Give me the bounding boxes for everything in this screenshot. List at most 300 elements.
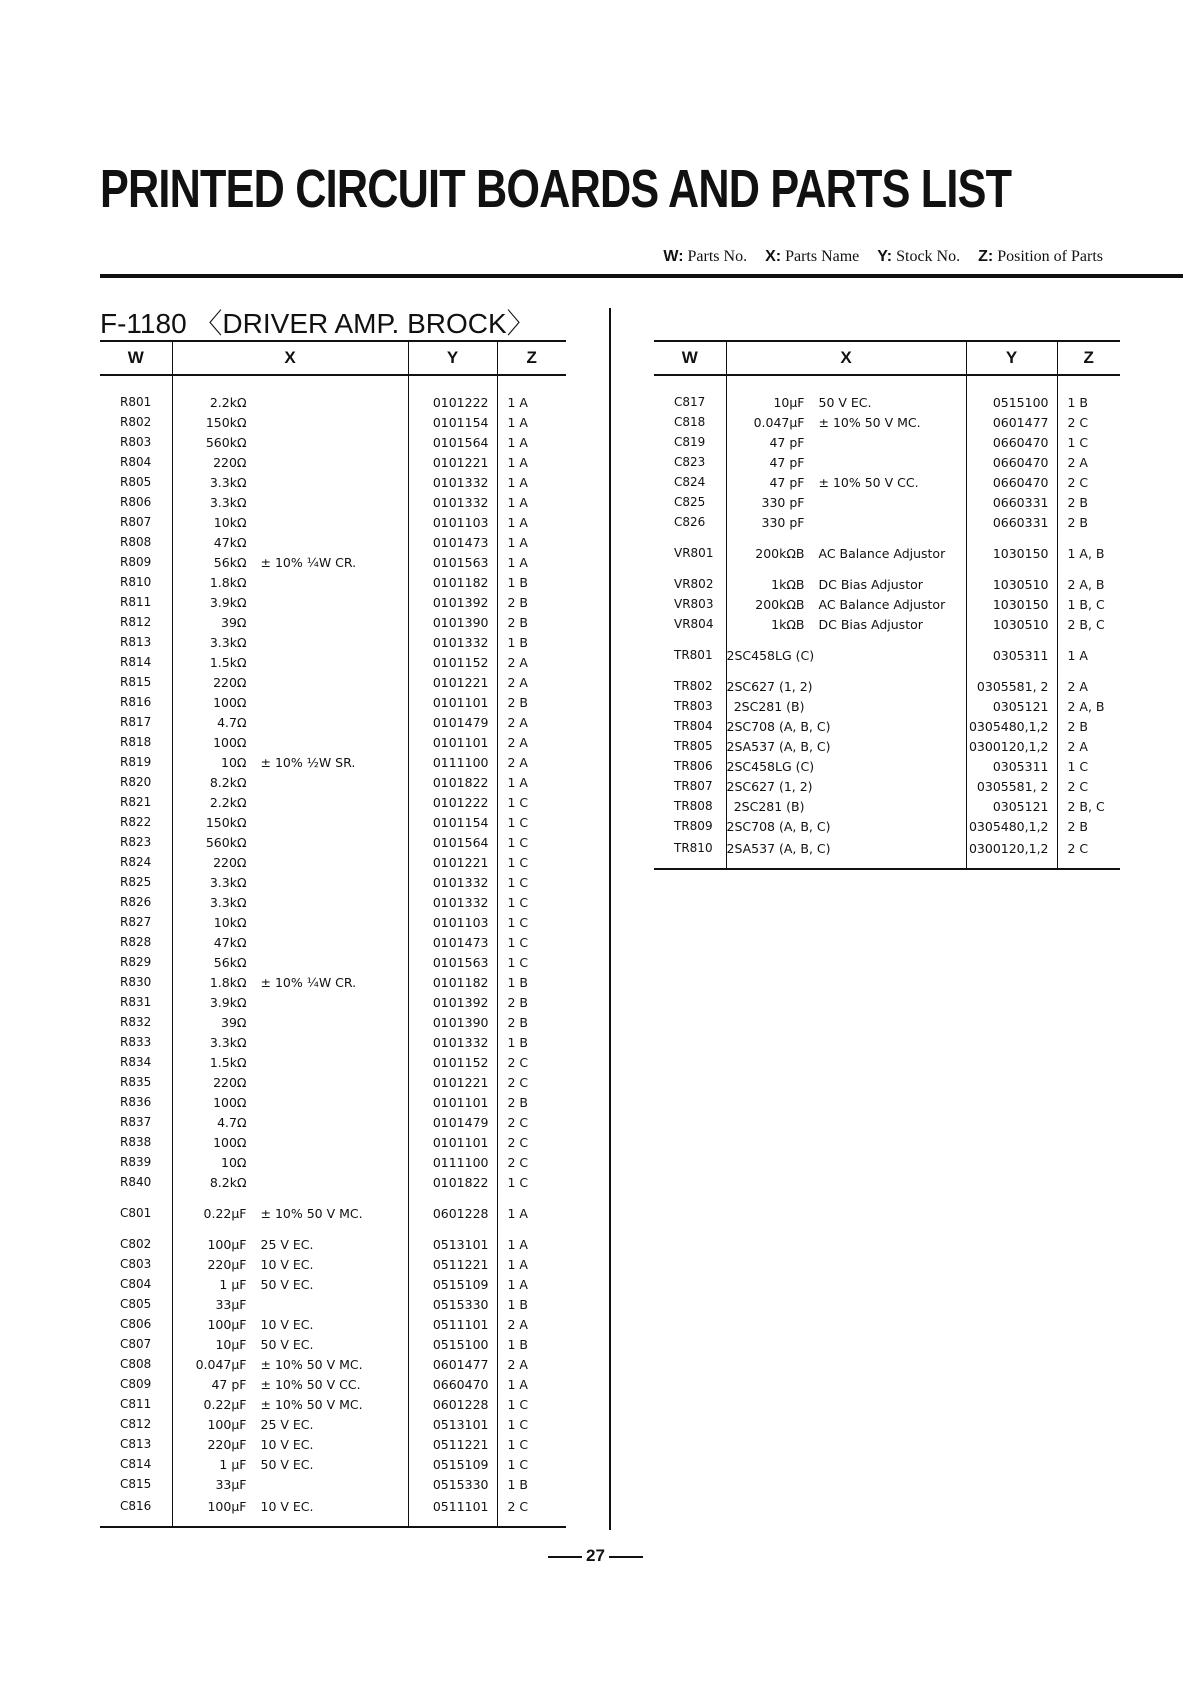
position: 2 C xyxy=(1057,836,1120,869)
part-value: 220Ω xyxy=(213,674,247,690)
position: 1 A xyxy=(497,772,566,792)
part-no: C807 xyxy=(120,1337,152,1351)
part-name xyxy=(726,816,966,836)
position: 1 B xyxy=(497,1334,566,1354)
part-name xyxy=(172,712,408,732)
position: 1 C xyxy=(497,872,566,892)
part-value: 220Ω xyxy=(213,454,247,470)
part-no: R835 xyxy=(120,1075,152,1089)
stock-no: 0101101 xyxy=(408,1092,497,1112)
spacer-row xyxy=(100,375,566,392)
part-no: C814 xyxy=(120,1457,152,1471)
part-no: R823 xyxy=(120,835,152,849)
part-value: 2.2kΩ xyxy=(209,794,247,810)
position: 2 A, B xyxy=(1057,574,1120,594)
stock-no: 0101390 xyxy=(408,1012,497,1032)
part-no: R808 xyxy=(120,535,152,549)
part-no: TR807 xyxy=(674,779,713,793)
stock-no: 0300120,1,2 xyxy=(966,736,1057,756)
position: 1 C xyxy=(497,832,566,852)
part-no: R833 xyxy=(120,1035,152,1049)
stock-no: 0515109 xyxy=(408,1454,497,1474)
table-row xyxy=(100,1254,566,1274)
table-row xyxy=(100,1234,566,1254)
part-value: 47 pF xyxy=(211,1376,247,1392)
part-name xyxy=(172,1394,408,1414)
part-no: TR801 xyxy=(674,648,713,662)
position: 1 A xyxy=(497,512,566,532)
part-value: 3.9kΩ xyxy=(209,994,247,1010)
part-name xyxy=(172,1334,408,1354)
table-row xyxy=(100,1192,566,1234)
part-value: 47 pF xyxy=(769,454,805,470)
part-spec: ± 10% ½W SR. xyxy=(260,754,356,770)
part-no: TR808 xyxy=(674,799,713,813)
part-name xyxy=(172,1494,408,1527)
part-spec: ± 10% 50 V CC. xyxy=(260,1376,361,1392)
table-row xyxy=(100,1414,566,1434)
table-row xyxy=(100,1072,566,1092)
stock-no: 0515330 xyxy=(408,1294,497,1314)
stock-no: 0101563 xyxy=(408,952,497,972)
table-row xyxy=(100,1052,566,1072)
part-name xyxy=(172,1254,408,1274)
part-name xyxy=(726,736,966,756)
table-row xyxy=(100,772,566,792)
table-row xyxy=(100,1274,566,1294)
stock-no: 0660470 xyxy=(966,472,1057,492)
stock-no: 0660331 xyxy=(966,512,1057,532)
stock-no: 0660470 xyxy=(966,432,1057,452)
part-name xyxy=(726,472,966,492)
part-name xyxy=(172,632,408,652)
position: 1 A xyxy=(497,392,566,412)
stock-no: 0515100 xyxy=(408,1334,497,1354)
position: 1 B xyxy=(497,632,566,652)
table-row xyxy=(100,1012,566,1032)
part-value: 1.5kΩ xyxy=(209,1054,247,1070)
stock-no: 0111100 xyxy=(408,752,497,772)
part-name xyxy=(172,952,408,972)
header-rule xyxy=(100,274,1183,278)
part-value: 560kΩ xyxy=(205,834,247,850)
stock-no: 0305121 xyxy=(966,696,1057,716)
part-spec: ± 10% ¼W CR. xyxy=(260,974,357,990)
part-no: TR805 xyxy=(674,739,713,753)
part-value: 47 pF xyxy=(769,434,805,450)
part-name xyxy=(172,1274,408,1294)
position: 1 B, C xyxy=(1057,594,1120,614)
part-spec: ± 10% ¼W CR. xyxy=(260,554,357,570)
stock-no: 0601477 xyxy=(408,1354,497,1374)
table-row xyxy=(654,412,1120,432)
position: 1 C xyxy=(497,1172,566,1192)
position: 2 C xyxy=(1057,472,1120,492)
section-title: F-1180 〈DRIVER AMP. BROCK〉 xyxy=(100,308,535,339)
part-value: 220μF xyxy=(207,1256,247,1272)
part-value: 39Ω xyxy=(221,614,247,630)
part-value: 1.8kΩ xyxy=(209,574,247,590)
stock-no: 0511221 xyxy=(408,1254,497,1274)
stock-no: 0101154 xyxy=(408,812,497,832)
part-no: C805 xyxy=(120,1297,152,1311)
table-row xyxy=(100,972,566,992)
table-row xyxy=(654,736,1120,756)
table-row xyxy=(100,612,566,632)
position: 1 A xyxy=(497,1254,566,1274)
part-name xyxy=(172,752,408,772)
position: 2 C xyxy=(497,1494,566,1527)
position: 2 C xyxy=(1057,776,1120,796)
part-name xyxy=(172,892,408,912)
part-no: R809 xyxy=(120,555,152,569)
position: 1 A xyxy=(497,412,566,432)
table-row xyxy=(100,832,566,852)
stock-no: 0101101 xyxy=(408,1132,497,1152)
part-name xyxy=(172,812,408,832)
part-name xyxy=(172,792,408,812)
part-name xyxy=(172,1092,408,1112)
part-spec: 25 V EC. xyxy=(260,1236,314,1252)
stock-no: 0101332 xyxy=(408,892,497,912)
part-no: R821 xyxy=(120,795,152,809)
part-no: R805 xyxy=(120,475,152,489)
part-spec: DC Bias Adjustor xyxy=(818,576,923,592)
stock-no: 0513101 xyxy=(408,1234,497,1254)
header-y: Y xyxy=(966,341,1057,375)
stock-no: 0305311 xyxy=(966,634,1057,676)
stock-no: 0101221 xyxy=(408,1072,497,1092)
table-row xyxy=(100,752,566,772)
parts-table-right xyxy=(654,340,1120,870)
part-name xyxy=(172,1132,408,1152)
part-no: R837 xyxy=(120,1115,152,1129)
part-name xyxy=(726,594,966,614)
part-name xyxy=(726,614,966,634)
part-no: VR802 xyxy=(674,577,714,591)
table-row xyxy=(654,532,1120,574)
table-row xyxy=(100,652,566,672)
part-no: VR804 xyxy=(674,617,714,631)
table-row xyxy=(654,392,1120,412)
table-row xyxy=(100,412,566,432)
part-no: R819 xyxy=(120,755,152,769)
stock-no: 0101332 xyxy=(408,632,497,652)
part-name xyxy=(172,472,408,492)
position: 2 C xyxy=(497,1112,566,1132)
part-value: 56kΩ xyxy=(213,554,247,570)
stock-no: 0511101 xyxy=(408,1314,497,1334)
table-row xyxy=(100,692,566,712)
position: 1 C xyxy=(497,1414,566,1434)
part-no: R804 xyxy=(120,455,152,469)
part-no: TR804 xyxy=(674,719,713,733)
table-row xyxy=(100,712,566,732)
part-value: 56kΩ xyxy=(213,954,247,970)
part-value: 4.7Ω xyxy=(217,1114,247,1130)
part-value: 2SA537 (A, B, C) xyxy=(726,738,831,754)
part-no: C819 xyxy=(674,435,706,449)
part-value: 10μF xyxy=(773,394,805,410)
stock-no: 0101152 xyxy=(408,1052,497,1072)
table-row xyxy=(100,392,566,412)
position: 1 B xyxy=(497,972,566,992)
part-spec: 50 V EC. xyxy=(260,1336,314,1352)
part-name xyxy=(726,452,966,472)
part-no: TR810 xyxy=(654,836,726,869)
part-name xyxy=(172,1374,408,1394)
part-name xyxy=(172,1474,408,1494)
part-no: R806 xyxy=(120,495,152,509)
table-row xyxy=(654,574,1120,594)
column-legend xyxy=(649,248,1103,266)
position: 1 A xyxy=(497,452,566,472)
part-no: R817 xyxy=(120,715,152,729)
part-no: TR806 xyxy=(674,759,713,773)
stock-no: 0305121 xyxy=(966,796,1057,816)
part-name xyxy=(172,772,408,792)
part-no: R838 xyxy=(120,1135,152,1149)
part-no: C803 xyxy=(120,1257,152,1271)
table-row xyxy=(100,732,566,752)
table-row xyxy=(100,992,566,1012)
part-spec: AC Balance Adjustor xyxy=(818,545,946,561)
part-value: 33μF xyxy=(215,1296,247,1312)
table-row xyxy=(654,634,1120,676)
position: 2 B xyxy=(497,612,566,632)
part-no: R813 xyxy=(120,635,152,649)
position: 1 A xyxy=(497,432,566,452)
table-row xyxy=(100,432,566,452)
table-row xyxy=(100,1374,566,1394)
stock-no: 0515330 xyxy=(408,1474,497,1494)
part-name xyxy=(172,412,408,432)
page-number: 27 xyxy=(0,1546,1191,1566)
part-name xyxy=(172,1012,408,1032)
part-no: C825 xyxy=(674,495,706,509)
table-row xyxy=(654,492,1120,512)
position: 1 A xyxy=(497,1234,566,1254)
position: 1 C xyxy=(497,1434,566,1454)
stock-no: 0101564 xyxy=(408,832,497,852)
position: 2 C xyxy=(497,1072,566,1092)
stock-no: 0101152 xyxy=(408,652,497,672)
position: 2 A xyxy=(497,672,566,692)
table-row xyxy=(100,632,566,652)
parts-rows-right xyxy=(654,375,1120,869)
stock-no: 0101101 xyxy=(408,732,497,752)
table-row xyxy=(654,512,1120,532)
part-no: R811 xyxy=(120,595,152,609)
stock-no: 0101332 xyxy=(408,472,497,492)
part-name xyxy=(172,872,408,892)
stock-no: 0101473 xyxy=(408,932,497,952)
part-name xyxy=(172,1294,408,1314)
part-value: 100μF xyxy=(207,1498,247,1514)
part-value: 47 pF xyxy=(769,474,805,490)
part-name xyxy=(172,1414,408,1434)
position: 2 A xyxy=(497,732,566,752)
table-row xyxy=(100,1092,566,1112)
stock-no: 0101222 xyxy=(408,792,497,812)
part-value: 1.8kΩ xyxy=(209,974,247,990)
table-row xyxy=(654,776,1120,796)
header-w: W xyxy=(654,341,726,375)
part-no: VR803 xyxy=(674,597,714,611)
part-name xyxy=(172,1112,408,1132)
position: 2 C xyxy=(497,1052,566,1072)
position: 2 B xyxy=(497,592,566,612)
part-spec: 25 V EC. xyxy=(260,1416,314,1432)
table-row xyxy=(654,614,1120,634)
stock-no: 0101564 xyxy=(408,432,497,452)
part-no: C816 xyxy=(100,1494,172,1527)
legend-w-key: W: xyxy=(663,248,684,265)
position: 1 C xyxy=(497,852,566,872)
table-row xyxy=(100,892,566,912)
position: 1 B xyxy=(497,1474,566,1494)
position: 2 C xyxy=(497,1132,566,1152)
position: 2 A xyxy=(1057,452,1120,472)
stock-no: 0101221 xyxy=(408,452,497,472)
table-row xyxy=(100,1434,566,1454)
part-name xyxy=(726,836,966,869)
part-value: 1kΩB xyxy=(771,576,805,592)
stock-no: 0101479 xyxy=(408,712,497,732)
position: 2 B xyxy=(497,692,566,712)
part-value: 220Ω xyxy=(213,1074,247,1090)
part-name xyxy=(172,1072,408,1092)
part-value: 2SC708 (A, B, C) xyxy=(726,718,831,734)
part-no: C808 xyxy=(120,1357,152,1371)
part-no: TR803 xyxy=(674,699,713,713)
position: 1 B xyxy=(497,1294,566,1314)
table-row xyxy=(100,812,566,832)
position: 1 A, B xyxy=(1057,532,1120,574)
table-header-row xyxy=(654,341,1120,375)
position: 1 A xyxy=(1057,634,1120,676)
stock-no: 0101182 xyxy=(408,972,497,992)
part-name xyxy=(726,532,966,574)
header-z: Z xyxy=(497,341,566,375)
position: 2 B xyxy=(497,992,566,1012)
part-name xyxy=(172,512,408,532)
position: 2 B xyxy=(1057,716,1120,736)
table-row xyxy=(100,1394,566,1414)
position: 2 A xyxy=(1057,676,1120,696)
table-row xyxy=(100,1172,566,1192)
position: 2 B, C xyxy=(1057,614,1120,634)
part-name xyxy=(172,1152,408,1172)
part-spec: 50 V EC. xyxy=(818,394,872,410)
table-row xyxy=(654,676,1120,696)
part-value: 39Ω xyxy=(221,1014,247,1030)
part-no: R825 xyxy=(120,875,152,889)
stock-no: 0101154 xyxy=(408,412,497,432)
stock-no: 1030150 xyxy=(966,594,1057,614)
position: 1 A xyxy=(497,552,566,572)
part-no: C812 xyxy=(120,1417,152,1431)
table-row xyxy=(654,594,1120,614)
part-value: 10kΩ xyxy=(213,914,247,930)
part-name xyxy=(172,612,408,632)
table-row xyxy=(100,1112,566,1132)
position: 2 A xyxy=(497,712,566,732)
part-no: C802 xyxy=(120,1237,152,1251)
header-w: W xyxy=(100,341,172,375)
part-no: C801 xyxy=(120,1206,152,1220)
table-row xyxy=(100,552,566,572)
part-value: 100Ω xyxy=(213,694,247,710)
part-no: R840 xyxy=(120,1175,152,1189)
part-value: 8.2kΩ xyxy=(209,774,247,790)
part-no: R818 xyxy=(120,735,152,749)
part-no: C813 xyxy=(120,1437,152,1451)
stock-no: 0101822 xyxy=(408,772,497,792)
table-row xyxy=(100,872,566,892)
part-value: 100μF xyxy=(207,1236,247,1252)
part-no: R814 xyxy=(120,655,152,669)
table-header-row xyxy=(100,341,566,375)
part-value: 10kΩ xyxy=(213,514,247,530)
position: 1 C xyxy=(497,952,566,972)
part-spec: ± 10% 50 V MC. xyxy=(260,1356,363,1372)
part-name xyxy=(726,776,966,796)
part-value: 2SA537 (A, B, C) xyxy=(726,840,831,856)
position: 2 B, C xyxy=(1057,796,1120,816)
legend-z-key: Z: xyxy=(978,248,994,265)
part-no: R815 xyxy=(120,675,152,689)
stock-no: 0305311 xyxy=(966,756,1057,776)
part-name xyxy=(726,756,966,776)
stock-no: 0101479 xyxy=(408,1112,497,1132)
position: 2 B xyxy=(1057,512,1120,532)
legend-z-text: Position of Parts xyxy=(997,248,1103,265)
part-no: R830 xyxy=(120,975,152,989)
part-no: R803 xyxy=(120,435,152,449)
stock-no: 0101563 xyxy=(408,552,497,572)
part-value: 0.22μF xyxy=(203,1205,247,1221)
part-value: 100Ω xyxy=(213,734,247,750)
part-no: TR809 xyxy=(674,819,713,833)
position: 1 C xyxy=(497,792,566,812)
legend-y-text: Stock No. xyxy=(896,248,961,265)
position: 2 A xyxy=(1057,736,1120,756)
part-spec: ± 10% 50 V MC. xyxy=(260,1396,363,1412)
part-name xyxy=(172,592,408,612)
part-no: R826 xyxy=(120,895,152,909)
stock-no: 0101101 xyxy=(408,692,497,712)
table-row xyxy=(654,756,1120,776)
position: 1 B xyxy=(497,572,566,592)
part-name xyxy=(172,552,408,572)
part-no: VR801 xyxy=(674,546,714,560)
part-no: R829 xyxy=(120,955,152,969)
part-value: 560kΩ xyxy=(205,434,247,450)
table-row xyxy=(100,1494,566,1527)
part-no: R836 xyxy=(120,1095,152,1109)
position: 2 A, B xyxy=(1057,696,1120,716)
table-row xyxy=(100,1294,566,1314)
part-value: 150kΩ xyxy=(205,814,247,830)
position: 1 C xyxy=(497,1454,566,1474)
stock-no: 0101822 xyxy=(408,1172,497,1192)
column-divider xyxy=(609,308,611,1530)
stock-no: 0300120,1,2 xyxy=(966,836,1057,869)
position: 1 C xyxy=(497,932,566,952)
part-spec: ± 10% 50 V MC. xyxy=(260,1205,363,1221)
table-row xyxy=(100,1334,566,1354)
